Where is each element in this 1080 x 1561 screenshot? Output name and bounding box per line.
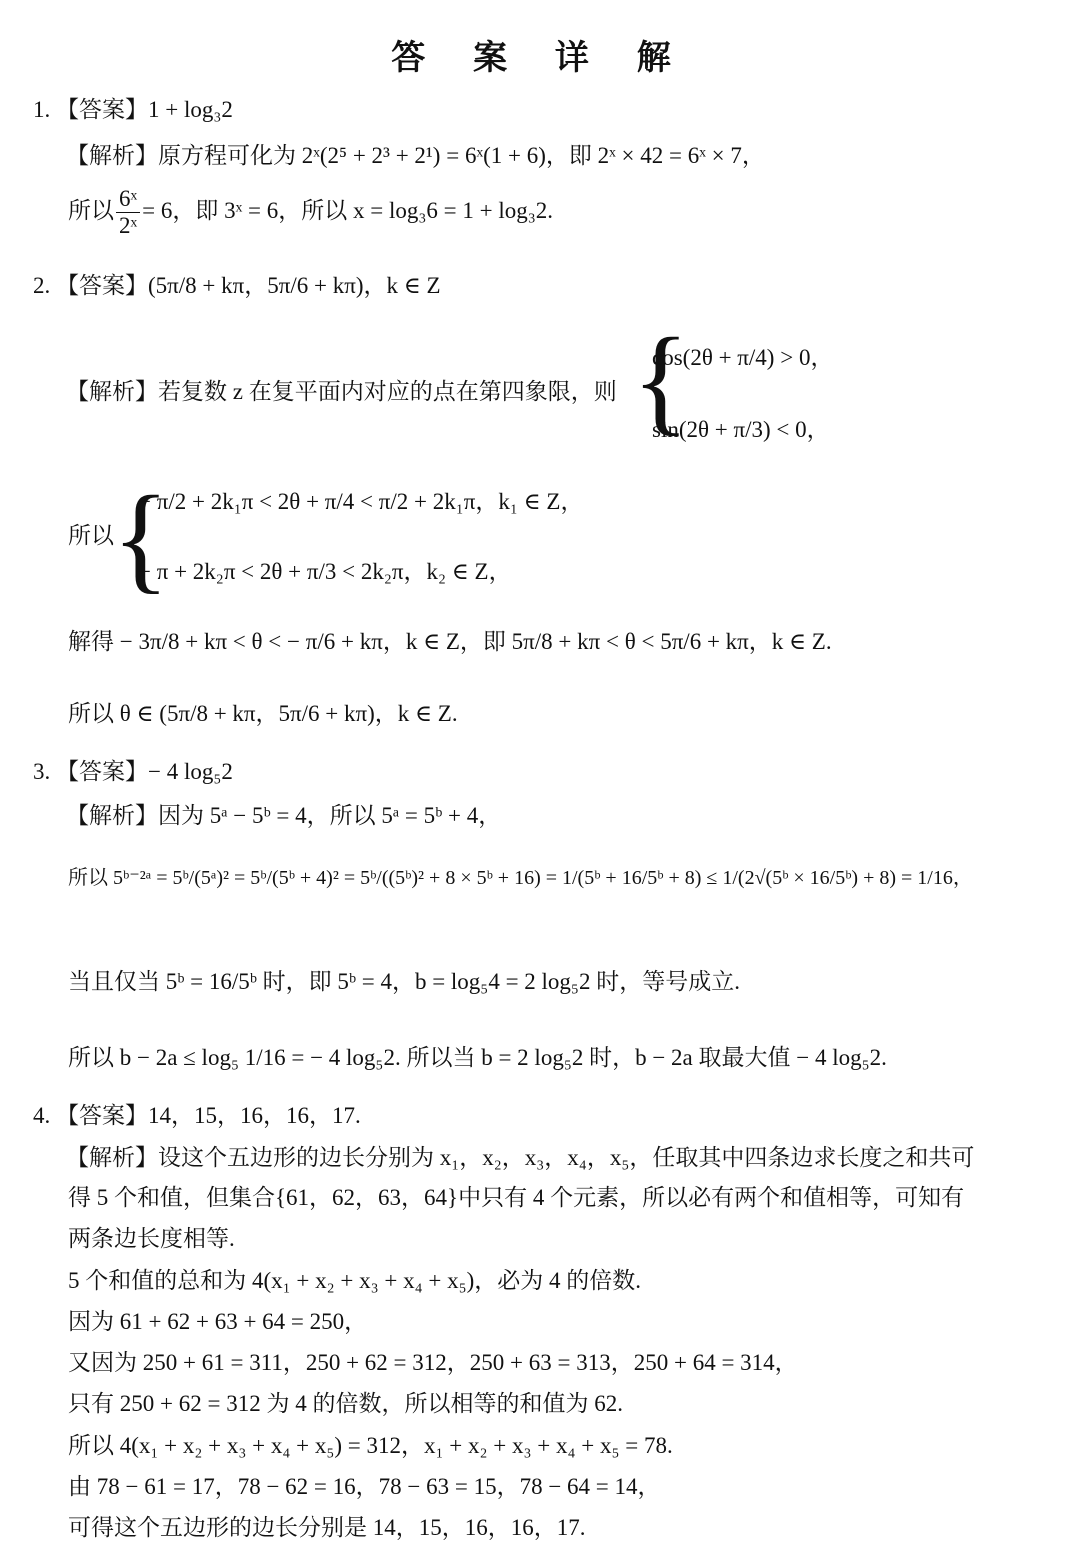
q4-analysis-line1 <box>66 1144 974 1172</box>
q3-answer-line <box>33 758 233 786</box>
q1-answer-tag: 【答案】 <box>56 97 148 122</box>
q4-answer-tag: 【答案】 <box>56 1103 148 1128</box>
q1-analysis-text1: 原方程可化为 2ˣ(2⁵ + 2³ + 2¹) = 6ˣ(1 + 6)，即 2ˣ × 42 = 6ˣ × 7， <box>158 143 765 168</box>
q2-answer-tag: 【答案】 <box>56 273 148 298</box>
q3-answer-tag: 【答案】 <box>56 759 148 784</box>
page-title: 答 案 详 解 <box>391 38 689 78</box>
q3-analysis-line3: 当且仅当 5ᵇ = 16/5ᵇ 时，即 5ᵇ = 4，b = log₅4 = 2 log₅2 时，等号成立. <box>68 969 740 994</box>
q1-analysis-text2: = 6，即 3ˣ = 6，所以 x = log₃6 = 1 + log₃2. <box>142 197 553 223</box>
q2-analysis-text1: 若复数 z 在复平面内对应的点在第四象限，则 <box>158 379 617 404</box>
q4-analysis-line7: 只有 250 + 62 = 312 为 4 的倍数，所以相等的和值为 62. <box>68 1391 623 1416</box>
q3-analysis-tag: 【解析】 <box>66 803 158 828</box>
q2-final-line: 所以 θ ∈ (5π/8 + kπ，5π/6 + kπ)，k ∈ Z. <box>68 701 458 726</box>
q3-answer: − 4 log₅2 <box>148 759 233 784</box>
q4-analysis-line4: 5 个和值的总和为 4(x₁ + x₂ + x₃ + x₄ + x₅)，必为 4 的倍数. <box>68 1268 642 1293</box>
q2-solve-line: 解得 − 3π/8 + kπ < θ < − π/6 + kπ，k ∈ Z，即 5π/8 + kπ < θ < 5π/6 + kπ，k ∈ Z. <box>68 629 832 654</box>
q1-fraction <box>116 186 140 239</box>
q1-answer-line <box>33 96 233 124</box>
q2-ineq2: − π + 2k₂π < 2θ + π/3 < 2k₂π，k₂ ∈ Z， <box>138 559 512 584</box>
q4-answer-line <box>33 1102 361 1130</box>
q3-analysis-line2: 所以 5ᵇ⁻²ᵃ = 5ᵇ/(5ᵃ)² = 5ᵇ/(5ᵇ + 4)² = 5ᵇ/((5ᵇ)² + 8 × 5ᵇ + 16) = 1/(5ᵇ + 16/5ᵇ + 8) ≤ 1/(2√(5ᵇ × 16/5ᵇ) + 8) = 1/16， <box>68 867 973 889</box>
q2-answer-line <box>33 272 441 300</box>
q2-so-label: 所以 <box>68 523 114 548</box>
q2-analysis-tag: 【解析】 <box>66 379 158 404</box>
q4-analysis-line8: 所以 4(x₁ + x₂ + x₃ + x₄ + x₅) = 312，x₁ + x₂ + x₃ + x₄ + x₅ = 78. <box>68 1433 673 1458</box>
q4-analysis-line10: 可得这个五边形的边长分别是 14，15，16，16，17. <box>68 1515 586 1540</box>
q4-analysis-line3: 两条边长度相等. <box>68 1226 235 1251</box>
q2-cond-brace: { <box>632 313 690 446</box>
q4-analysis-text1: 设这个五边形的边长分别为 x₁，x₂，x₃，x₄，x₅，任取其中四条边求长度之和共可 <box>158 1145 975 1170</box>
q1-analysis-tag: 【解析】 <box>66 143 158 168</box>
q4-analysis-line9: 由 78 − 61 = 17，78 − 62 = 16，78 − 63 = 15，78 − 64 = 14， <box>68 1474 661 1499</box>
q3-number: 3. <box>33 759 51 784</box>
q1-so-label: 所以 <box>68 197 114 223</box>
q3-analysis-text1: 因为 5ᵃ − 5ᵇ = 4，所以 5ᵃ = 5ᵇ + 4， <box>158 803 502 828</box>
q2-ineq1: − π/2 + 2k₁π < 2θ + π/4 < π/2 + 2k₁π，k₁ ∈ Z， <box>138 489 584 514</box>
q1-analysis-line2 <box>68 186 553 239</box>
q1-number: 1. <box>33 97 51 122</box>
q4-number: 4. <box>33 1103 51 1128</box>
q4-analysis-line5: 因为 61 + 62 + 63 + 64 = 250， <box>68 1309 368 1334</box>
q2-cond1: cos(2θ + π/4) > 0， <box>652 345 834 370</box>
q3-analysis-line1 <box>66 802 501 830</box>
q4-analysis-line2: 得 5 个和值，但集合{61，62，63，64}中只有 4 个元素，所以必有两个和值相等，可知有 <box>68 1185 965 1210</box>
q2-number: 2. <box>33 273 51 298</box>
q2-cond2: sin(2θ + π/3) < 0， <box>652 417 830 442</box>
q4-analysis-tag: 【解析】 <box>66 1145 158 1170</box>
q1-analysis-line1 <box>66 142 765 170</box>
q4-analysis-line6: 又因为 250 + 61 = 311，250 + 62 = 312，250 + 63 = 313，250 + 64 = 314， <box>68 1350 798 1375</box>
q3-analysis-line4: 所以 b − 2a ≤ log₅ 1/16 = − 4 log₅2. 所以当 b = 2 log₅2 时，b − 2a 取最大值 − 4 log₅2. <box>68 1045 887 1070</box>
q2-answer: (5π/8 + kπ，5π/6 + kπ)，k ∈ Z <box>148 273 441 298</box>
q2-analysis-line1 <box>66 378 617 406</box>
q4-answer: 14，15，16，16，17. <box>148 1103 361 1128</box>
q1-answer: 1 + log₃2 <box>148 97 233 122</box>
q1-frac-num: 6ˣ <box>116 186 140 213</box>
q2-ineq-brace: { <box>112 471 170 604</box>
q1-frac-den: 2ˣ <box>119 213 138 238</box>
